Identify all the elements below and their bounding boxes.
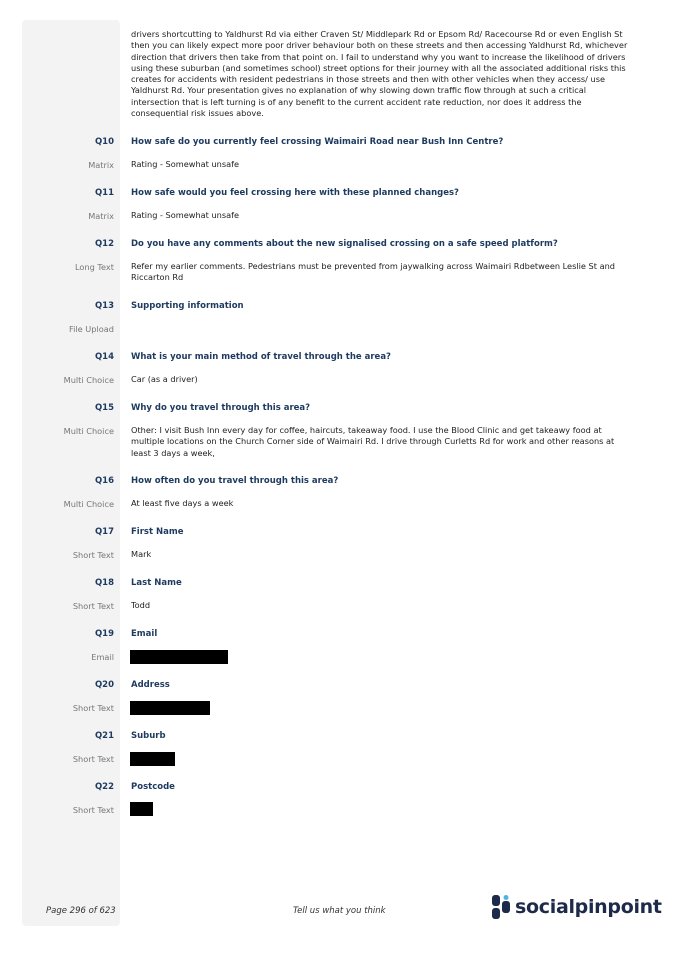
previous-answer-continuation: drivers shortcutting to Yaldhurst Rd via either Craven St/ Middlepark Rd or Epsom Rd/ Racecourse Rd or even English St then you can likely expect more poor driver behaviour both on these streets and then accessing Yaldhurst Rd, whichever direction that drivers then take from that point on. I fail to understand why you want to increase the likelihood of drivers using these suburban (and sometimes school) street options for their journey with all the associated additional risks this creates for accidents with resident pedestrians in those streets and then with other vehicles when they access/ use Yaldhurst Rd. Your presentation gives no explanation of why slowing down traffic flow through at such a critical intersection that is left turning is of any benefit to the current accident rate reduction, nor does it address the consequential risk issues above. bbox=[131, 29, 628, 119]
question-type: Multi Choice bbox=[63, 426, 114, 436]
question-title: Last Name bbox=[131, 578, 182, 588]
question-title: Why do you travel through this area? bbox=[131, 403, 311, 413]
question-title: Email bbox=[131, 629, 158, 639]
answer-text: At least five days a week bbox=[131, 498, 234, 508]
answer-text: Rating - Somewhat unsafe bbox=[131, 210, 240, 220]
question-type: Short Text bbox=[72, 703, 114, 713]
question-number: Q18 bbox=[94, 578, 114, 588]
socialpinpoint-mark-icon bbox=[492, 895, 510, 919]
question-number: Q19 bbox=[94, 629, 114, 639]
question-type: Email bbox=[91, 652, 114, 662]
answer-text: Todd bbox=[131, 600, 151, 610]
question-number: Q22 bbox=[94, 782, 114, 792]
question-type: Multi Choice bbox=[63, 375, 114, 385]
question-number: Q15 bbox=[94, 403, 114, 413]
question-type: Matrix bbox=[88, 160, 114, 170]
question-type: Short Text bbox=[72, 805, 114, 815]
question-number: Q11 bbox=[94, 188, 114, 198]
socialpinpoint-logo bbox=[492, 895, 662, 919]
answer-text: Mark bbox=[131, 549, 152, 559]
question-title: Postcode bbox=[131, 782, 175, 792]
question-title: Suburb bbox=[131, 731, 166, 741]
question-type: Long Text bbox=[75, 262, 114, 272]
question-title: How safe would you feel crossing here with these planned changes? bbox=[131, 188, 459, 198]
question-number: Q20 bbox=[94, 680, 114, 690]
question-number: Q16 bbox=[94, 476, 114, 486]
question-title: Address bbox=[131, 680, 170, 690]
question-title: How safe do you currently feel crossing Waimairi Road near Bush Inn Centre? bbox=[131, 137, 504, 147]
question-title: Supporting information bbox=[131, 301, 244, 311]
question-number: Q10 bbox=[94, 137, 114, 147]
answer-text: Other: I visit Bush Inn every day for coffee, haircuts, takeaway food. I use the Blood Clinic and get takeawy food at multiple locations on the Church Corner side of Waimairi Rd. I drive through Curletts Rd for work and other reasons at least 3 days a week, bbox=[131, 425, 615, 458]
redaction-block bbox=[130, 650, 228, 664]
brand-name: socialpinpoint bbox=[515, 896, 662, 918]
question-type: Multi Choice bbox=[63, 499, 114, 509]
redaction-block bbox=[130, 701, 210, 715]
question-title: Do you have any comments about the new signalised crossing on a safe speed platform? bbox=[131, 239, 558, 249]
question-number: Q21 bbox=[94, 731, 114, 741]
question-type: Short Text bbox=[72, 550, 114, 560]
question-number: Q17 bbox=[94, 527, 114, 537]
answer-text: Rating - Somewhat unsafe bbox=[131, 159, 240, 169]
question-type: Short Text bbox=[72, 601, 114, 611]
question-title: What is your main method of travel through the area? bbox=[131, 352, 391, 362]
question-title: How often do you travel through this area? bbox=[131, 476, 339, 486]
question-number: Q12 bbox=[94, 239, 114, 249]
question-type: File Upload bbox=[69, 324, 114, 334]
footer-tagline: Tell us what you think bbox=[293, 906, 386, 916]
question-type: Matrix bbox=[88, 211, 114, 221]
question-number: Q14 bbox=[94, 352, 114, 362]
redaction-block bbox=[130, 802, 153, 816]
question-title: First Name bbox=[131, 527, 184, 537]
page-number: Page 296 of 623 bbox=[46, 906, 116, 916]
question-type: Short Text bbox=[72, 754, 114, 764]
redaction-block bbox=[130, 752, 175, 766]
answer-text: Refer my earlier comments. Pedestrians must be prevented from jaywalking across Waimairi Rdbetween Leslie St and Riccarton Rd bbox=[131, 261, 615, 283]
question-number: Q13 bbox=[94, 301, 114, 311]
answer-text: Car (as a driver) bbox=[131, 374, 198, 384]
